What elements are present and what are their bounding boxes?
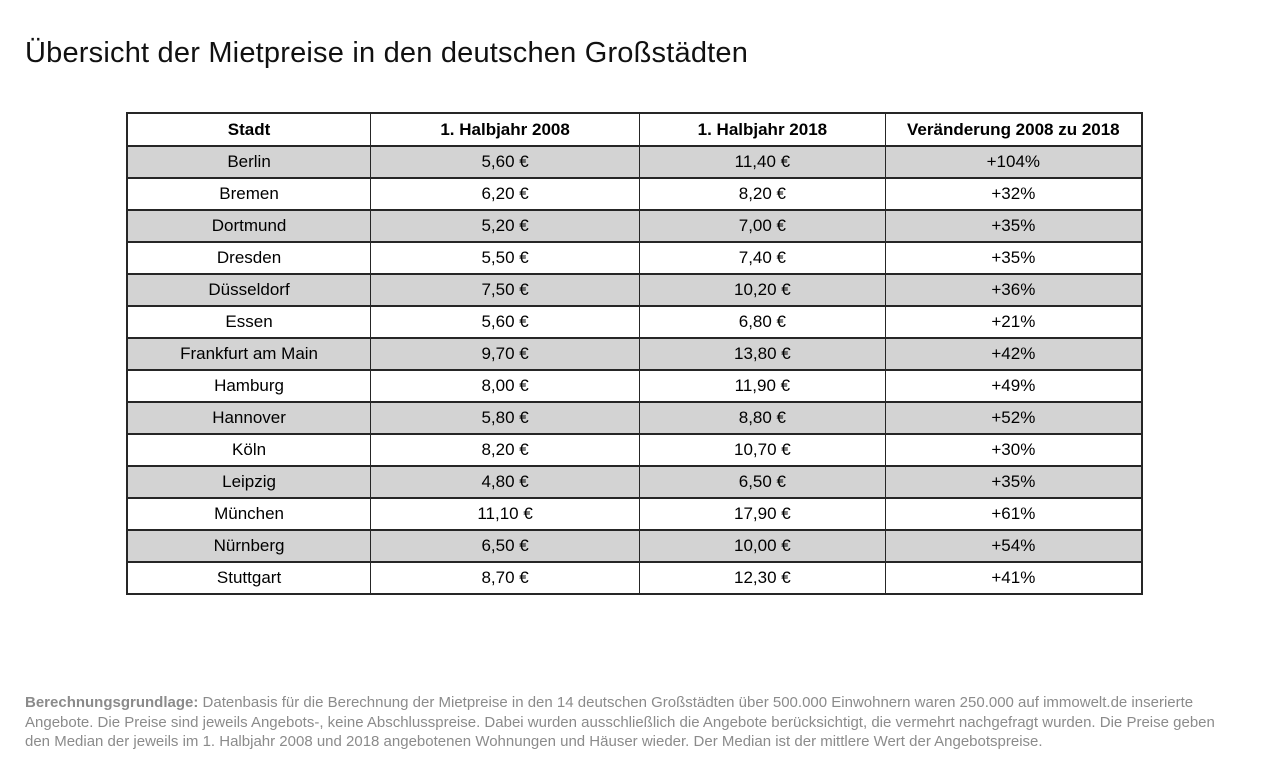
value-cell: +35% <box>885 466 1142 498</box>
table-row <box>127 402 1142 434</box>
footnote-line-3: den Median der jeweils im 1. Halbjahr 2008 und 2018 angebotenen Wohnungen und Häuser wieder. Der Median ist der mittlere Wert der Angebotspreise. <box>25 733 1043 750</box>
rent-prices-table <box>126 112 1143 595</box>
value-cell: 12,30 € <box>640 562 886 594</box>
table-row <box>127 178 1142 210</box>
city-cell: Stuttgart <box>127 562 371 594</box>
table-row <box>127 274 1142 306</box>
value-cell: 6,50 € <box>371 530 640 562</box>
table-row <box>127 306 1142 338</box>
value-cell: +54% <box>885 530 1142 562</box>
table-row <box>127 146 1142 178</box>
value-cell: 9,70 € <box>371 338 640 370</box>
value-cell: 6,80 € <box>640 306 886 338</box>
footnote-line-1: Datenbasis für die Berechnung der Mietpreise in den 14 deutschen Großstädten über 500.000 Einwohnern waren 250.000 auf immowelt.de inserierte <box>198 694 1194 711</box>
value-cell: 4,80 € <box>371 466 640 498</box>
value-cell: +61% <box>885 498 1142 530</box>
value-cell: 5,50 € <box>371 242 640 274</box>
value-cell: +21% <box>885 306 1142 338</box>
value-cell: 13,80 € <box>640 338 886 370</box>
table-row <box>127 338 1142 370</box>
column-header: Veränderung 2008 zu 2018 <box>885 113 1142 146</box>
value-cell: +49% <box>885 370 1142 402</box>
table-row <box>127 210 1142 242</box>
value-cell: +35% <box>885 242 1142 274</box>
city-cell: Hannover <box>127 402 371 434</box>
table-body <box>127 146 1142 594</box>
table-header <box>127 113 1142 146</box>
value-cell: +35% <box>885 210 1142 242</box>
column-header: 1. Halbjahr 2008 <box>371 113 640 146</box>
value-cell: 11,10 € <box>371 498 640 530</box>
city-cell: Düsseldorf <box>127 274 371 306</box>
value-cell: 8,20 € <box>371 434 640 466</box>
column-header: Stadt <box>127 113 371 146</box>
value-cell: +42% <box>885 338 1142 370</box>
city-cell: Berlin <box>127 146 371 178</box>
value-cell: +52% <box>885 402 1142 434</box>
value-cell: 6,50 € <box>640 466 886 498</box>
value-cell: +104% <box>885 146 1142 178</box>
value-cell: +41% <box>885 562 1142 594</box>
value-cell: 17,90 € <box>640 498 886 530</box>
value-cell: +30% <box>885 434 1142 466</box>
value-cell: +36% <box>885 274 1142 306</box>
city-cell: Leipzig <box>127 466 371 498</box>
value-cell: 7,00 € <box>640 210 886 242</box>
value-cell: 5,20 € <box>371 210 640 242</box>
value-cell: 5,80 € <box>371 402 640 434</box>
value-cell: 8,20 € <box>640 178 886 210</box>
table-row <box>127 562 1142 594</box>
page-title: Übersicht der Mietpreise in den deutschen Großstädten <box>25 37 749 70</box>
value-cell: +32% <box>885 178 1142 210</box>
city-cell: München <box>127 498 371 530</box>
footnote-line-2: Angebote. Die Preise sind jeweils Angebots-, keine Abschlusspreise. Dabei wurden ausschließlich die Angebote berücksichtigt, die vermehrt nachgefragt wurden. Die Preise geben <box>25 713 1215 731</box>
city-cell: Essen <box>127 306 371 338</box>
value-cell: 10,20 € <box>640 274 886 306</box>
value-cell: 7,50 € <box>371 274 640 306</box>
value-cell: 8,80 € <box>640 402 886 434</box>
table-row <box>127 242 1142 274</box>
table-row <box>127 498 1142 530</box>
footnote-label: Berechnungsgrundlage: <box>25 694 199 711</box>
city-cell: Köln <box>127 434 371 466</box>
table-row <box>127 530 1142 562</box>
city-cell: Bremen <box>127 178 371 210</box>
value-cell: 11,40 € <box>640 146 886 178</box>
table-row <box>127 370 1142 402</box>
value-cell: 5,60 € <box>371 306 640 338</box>
value-cell: 8,70 € <box>371 562 640 594</box>
footnote <box>25 693 1257 752</box>
value-cell: 6,20 € <box>371 178 640 210</box>
value-cell: 8,00 € <box>371 370 640 402</box>
table-header-row <box>127 113 1142 146</box>
column-header: 1. Halbjahr 2018 <box>640 113 886 146</box>
table-row <box>127 434 1142 466</box>
value-cell: 10,70 € <box>640 434 886 466</box>
city-cell: Dortmund <box>127 210 371 242</box>
value-cell: 11,90 € <box>640 370 886 402</box>
table-row <box>127 466 1142 498</box>
value-cell: 7,40 € <box>640 242 886 274</box>
city-cell: Nürnberg <box>127 530 371 562</box>
city-cell: Frankfurt am Main <box>127 338 371 370</box>
value-cell: 5,60 € <box>371 146 640 178</box>
city-cell: Hamburg <box>127 370 371 402</box>
value-cell: 10,00 € <box>640 530 886 562</box>
city-cell: Dresden <box>127 242 371 274</box>
